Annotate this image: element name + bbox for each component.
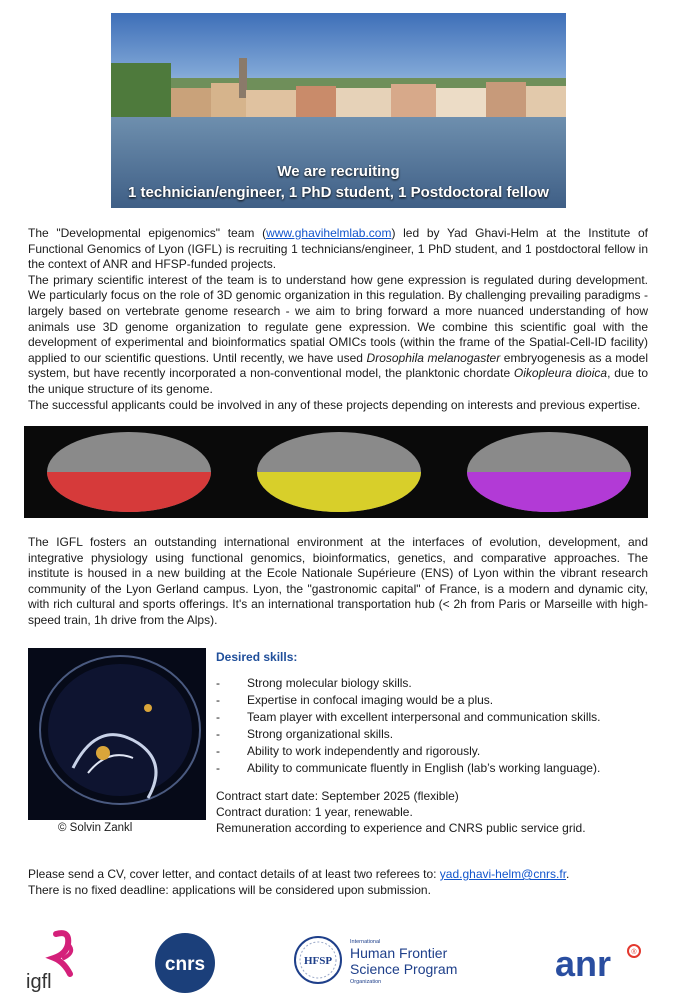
apply-text: Please send a CV, cover letter, and contact details of at least two referees to: <box>28 867 440 881</box>
skill-item <box>216 760 601 777</box>
hfsp-logo <box>294 934 474 986</box>
skill-item <box>216 726 601 743</box>
skills-title: Desired skills: <box>216 650 298 664</box>
igfl-logo <box>24 928 84 992</box>
skill-text: Strong organizational skills. <box>247 727 394 741</box>
banner-caption <box>111 161 566 203</box>
oikopleura-photo <box>28 648 206 820</box>
deadline-note: There is no fixed deadline: applications will be considered upon submission. <box>28 883 431 897</box>
embryo-yellow <box>254 432 424 517</box>
lab-website-link[interactable]: www.ghavihelmlab.com <box>266 226 392 240</box>
species-drosophila: Drosophila melanogaster <box>366 350 501 365</box>
apply-text: . <box>566 867 570 881</box>
hfsp-international: International <box>350 939 381 945</box>
application-instructions <box>28 866 569 898</box>
lyon-skyline-image <box>111 58 566 118</box>
species-oikopleura: Oikopleura dioica <box>513 366 608 381</box>
research-text: , due to the unique structure of its genome. <box>28 366 649 396</box>
contract-start: Contract start date: September 2025 (flexible) <box>216 789 459 803</box>
skill-item <box>216 675 601 692</box>
embryo-magenta <box>464 432 634 517</box>
embryo-red <box>44 432 214 517</box>
igfl-wordmark: igfl <box>26 971 52 992</box>
intro-text: ) led by Yad Ghavi-Helm at the Institute of Functional Genomics of Lyon (IGFL) is recruiting 1 technicians/engineer, 1 PhD student, and 1 postdoctoral fellow in the context of ANR and HFSP-funded projects. <box>28 226 648 272</box>
contract-duration: Contract duration: 1 year, renewable. <box>216 805 413 819</box>
banner-positions: 1 technician/engineer, 1 PhD student, 1 Postdoctoral fellow <box>128 184 549 201</box>
skill-text: Expertise in confocal imaging would be a plus. <box>247 693 494 707</box>
intro-paragraph-team <box>28 226 648 273</box>
bullet: - <box>216 744 220 758</box>
anr-wordmark: anr <box>555 943 612 984</box>
bullet: - <box>216 693 220 707</box>
embryo-images-strip <box>24 426 648 518</box>
banner-headline: We are recruiting <box>277 163 400 180</box>
contact-email-link[interactable]: yad.ghavi-helm@cnrs.fr <box>439 867 567 881</box>
anr-registered-mark: ® <box>631 949 637 956</box>
skill-text: Ability to work independently and rigorously. <box>247 744 481 758</box>
photo-credit: © Solvin Zankl <box>58 822 133 834</box>
intro-paragraph-applicants: The successful applicants could be involved in any of these projects depending on interests and previous expertise. <box>28 397 641 412</box>
cnrs-wordmark: cnrs <box>164 954 206 975</box>
anr-logo <box>555 940 645 984</box>
research-text: embryogenesis as a model system, but have recently incorporated a non-conventional model, the planktonic chordate <box>28 350 648 381</box>
apply-line <box>28 866 569 882</box>
hfsp-line1: Human Frontier <box>350 945 448 961</box>
skill-text: Strong molecular biology skills. <box>247 676 412 690</box>
bullet: - <box>216 761 220 775</box>
hfsp-organization: Organization <box>350 979 382 985</box>
skill-item <box>216 743 601 760</box>
recruiting-banner <box>111 13 566 208</box>
cnrs-logo <box>154 932 216 994</box>
hfsp-line2: Science Program <box>350 961 458 977</box>
bullet: - <box>216 727 220 741</box>
contract-remuneration: Remuneration according to experience and CNRS public service grid. <box>216 821 586 835</box>
skill-text: Team player with excellent interpersonal and communication skills. <box>247 710 601 724</box>
hfsp-badge-text: HFSP <box>303 955 333 967</box>
skill-text: Ability to communicate fluently in English (lab’s working language). <box>247 761 601 775</box>
intro-paragraph-research <box>28 273 648 398</box>
skill-item <box>216 692 601 709</box>
intro-text: The "Developmental epigenomics" team ( <box>28 226 267 240</box>
contract-details <box>216 788 586 836</box>
bullet: - <box>216 676 220 690</box>
skills-list <box>216 675 601 777</box>
research-text: The primary scientific interest of the team is to understand how gene expression is regulated during development. We particularly focus on the role of 3D genomic organization in this regulation. By challenging prevailing paradigms - largely based on vertebrate genome research - we aim to bring forward a more nuanced understanding of how animals use 3D genome organization to regulate gene expression. We combine this scientific goal with the development of experimental and bioinformatics spatial OMICs tools (within the frame of the Spatial-Cell-ID facility) applied to our scientific questions. Until recently, we have used <box>28 272 648 365</box>
bullet: - <box>216 710 220 724</box>
skill-item <box>216 709 601 726</box>
institute-paragraph: The IGFL fosters an outstanding international environment at the interfaces of evolution, development, and integrative physiology using functional genomics, bioinformatics, genetics, and comparative approaches. The institute is housed in a new building at the Ecole Nationale Supérieure (ENS) of Lyon within the vibrant research community of the Lyon Gerland campus. Lyon, the "gastronomic capital" of France, is a modern and dynamic city, with rich cultural and sports offerings. It's an international transportation hub (< 2h from Paris or Marseille with high-speed train, 1h drive from the Alps). <box>28 535 648 627</box>
intro-section <box>28 226 648 413</box>
